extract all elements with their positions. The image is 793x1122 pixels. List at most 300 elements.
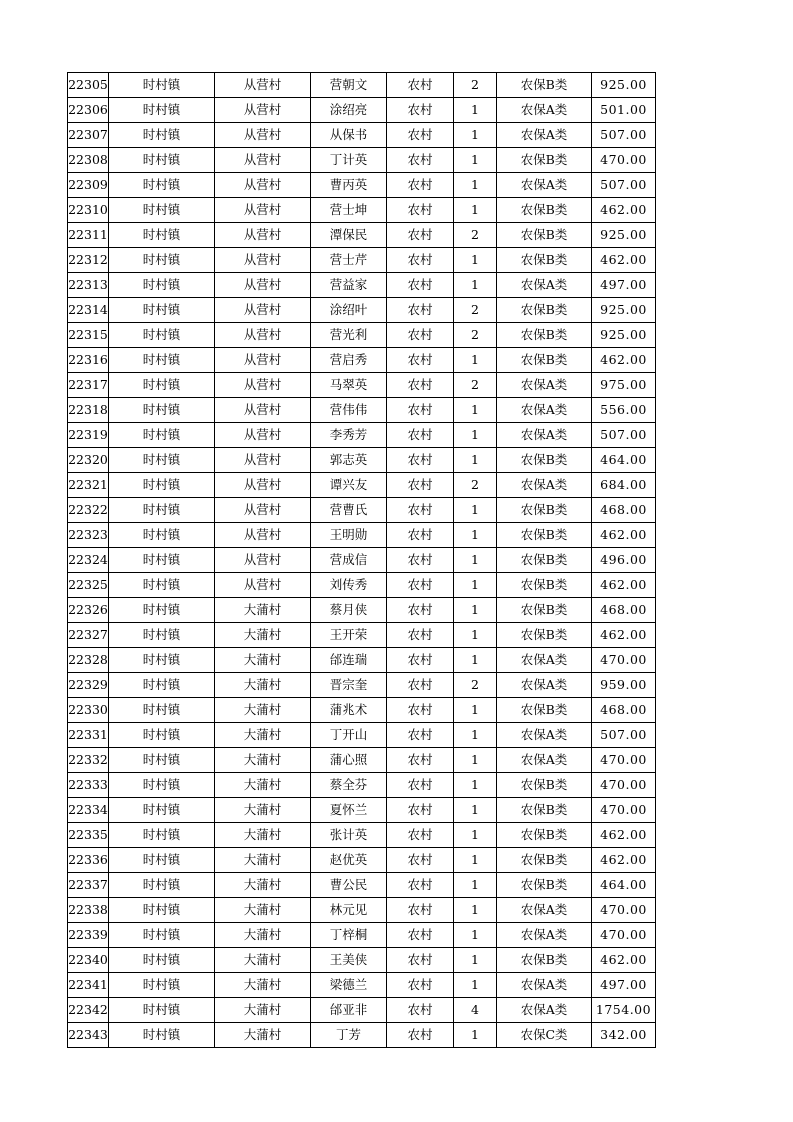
table-row: [68, 273, 656, 298]
cell-village: 从营村: [215, 248, 311, 273]
cell-type: 农村: [387, 848, 454, 873]
cell-id: 22323: [68, 523, 109, 548]
cell-name: 营士芹: [311, 248, 387, 273]
cell-category: 农保A类: [497, 898, 592, 923]
cell-town: 时村镇: [109, 773, 215, 798]
cell-town: 时村镇: [109, 198, 215, 223]
cell-id: 22335: [68, 823, 109, 848]
cell-id: 22311: [68, 223, 109, 248]
cell-village: 从营村: [215, 198, 311, 223]
cell-amount: 497.00: [592, 273, 656, 298]
cell-town: 时村镇: [109, 123, 215, 148]
cell-type: 农村: [387, 373, 454, 398]
cell-id: 22316: [68, 348, 109, 373]
cell-amount: 462.00: [592, 823, 656, 848]
cell-village: 大蒲村: [215, 723, 311, 748]
cell-id: 22325: [68, 573, 109, 598]
cell-category: 农保B类: [497, 573, 592, 598]
cell-category: 农保B类: [497, 698, 592, 723]
cell-amount: 470.00: [592, 148, 656, 173]
cell-category: 农保A类: [497, 423, 592, 448]
cell-amount: 925.00: [592, 73, 656, 98]
cell-town: 时村镇: [109, 973, 215, 998]
cell-name: 营伟伟: [311, 398, 387, 423]
cell-amount: 507.00: [592, 123, 656, 148]
table-row: [68, 973, 656, 998]
cell-type: 农村: [387, 923, 454, 948]
cell-category: 农保B类: [497, 773, 592, 798]
cell-village: 从营村: [215, 573, 311, 598]
cell-name: 丁芳: [311, 1023, 387, 1048]
cell-town: 时村镇: [109, 723, 215, 748]
cell-amount: 468.00: [592, 498, 656, 523]
cell-amount: 556.00: [592, 398, 656, 423]
cell-village: 大蒲村: [215, 748, 311, 773]
cell-town: 时村镇: [109, 998, 215, 1023]
cell-id: 22318: [68, 398, 109, 423]
cell-amount: 462.00: [592, 948, 656, 973]
cell-count: 1: [454, 248, 497, 273]
cell-village: 从营村: [215, 348, 311, 373]
cell-type: 农村: [387, 598, 454, 623]
cell-village: 从营村: [215, 498, 311, 523]
cell-id: 22313: [68, 273, 109, 298]
cell-category: 农保B类: [497, 348, 592, 373]
cell-town: 时村镇: [109, 623, 215, 648]
cell-village: 从营村: [215, 448, 311, 473]
cell-category: 农保A类: [497, 123, 592, 148]
cell-category: 农保C类: [497, 1023, 592, 1048]
cell-id: 22317: [68, 373, 109, 398]
cell-town: 时村镇: [109, 373, 215, 398]
cell-category: 农保B类: [497, 248, 592, 273]
cell-type: 农村: [387, 148, 454, 173]
cell-category: 农保B类: [497, 948, 592, 973]
cell-category: 农保A类: [497, 648, 592, 673]
cell-amount: 684.00: [592, 473, 656, 498]
cell-amount: 496.00: [592, 548, 656, 573]
cell-count: 2: [454, 473, 497, 498]
cell-amount: 507.00: [592, 723, 656, 748]
cell-village: 从营村: [215, 223, 311, 248]
cell-id: 22330: [68, 698, 109, 723]
cell-type: 农村: [387, 873, 454, 898]
cell-id: 22332: [68, 748, 109, 773]
cell-type: 农村: [387, 698, 454, 723]
table-row: [68, 898, 656, 923]
cell-id: 22339: [68, 923, 109, 948]
cell-village: 从营村: [215, 273, 311, 298]
cell-town: 时村镇: [109, 248, 215, 273]
cell-amount: 468.00: [592, 598, 656, 623]
cell-id: 22315: [68, 323, 109, 348]
cell-type: 农村: [387, 323, 454, 348]
cell-type: 农村: [387, 448, 454, 473]
cell-count: 1: [454, 348, 497, 373]
cell-count: 1: [454, 98, 497, 123]
cell-category: 农保B类: [497, 623, 592, 648]
cell-name: 潭保民: [311, 223, 387, 248]
cell-village: 大蒲村: [215, 898, 311, 923]
cell-count: 1: [454, 123, 497, 148]
cell-amount: 1754.00: [592, 998, 656, 1023]
cell-town: 时村镇: [109, 173, 215, 198]
cell-name: 涂绍亮: [311, 98, 387, 123]
cell-amount: 507.00: [592, 423, 656, 448]
cell-count: 1: [454, 273, 497, 298]
cell-type: 农村: [387, 423, 454, 448]
cell-id: 22342: [68, 998, 109, 1023]
table-row: [68, 323, 656, 348]
cell-amount: 470.00: [592, 648, 656, 673]
cell-count: 1: [454, 448, 497, 473]
cell-name: 梁德兰: [311, 973, 387, 998]
cell-village: 从营村: [215, 73, 311, 98]
cell-town: 时村镇: [109, 298, 215, 323]
table-row: [68, 198, 656, 223]
cell-id: 22334: [68, 798, 109, 823]
cell-count: 1: [454, 848, 497, 873]
table-row: [68, 498, 656, 523]
table-row: [68, 773, 656, 798]
cell-amount: 470.00: [592, 798, 656, 823]
cell-name: 蒲心照: [311, 748, 387, 773]
cell-count: 1: [454, 798, 497, 823]
cell-type: 农村: [387, 973, 454, 998]
cell-id: 22333: [68, 773, 109, 798]
cell-name: 王美侠: [311, 948, 387, 973]
cell-category: 农保A类: [497, 723, 592, 748]
cell-village: 大蒲村: [215, 1023, 311, 1048]
cell-count: 1: [454, 573, 497, 598]
cell-type: 农村: [387, 348, 454, 373]
cell-name: 蔡全芬: [311, 773, 387, 798]
cell-type: 农村: [387, 298, 454, 323]
cell-name: 晋宗奎: [311, 673, 387, 698]
table-row: [68, 1023, 656, 1048]
table-row: [68, 423, 656, 448]
cell-town: 时村镇: [109, 473, 215, 498]
cell-id: 22321: [68, 473, 109, 498]
table-row: [68, 148, 656, 173]
cell-category: 农保A类: [497, 973, 592, 998]
cell-town: 时村镇: [109, 698, 215, 723]
cell-name: 夏怀兰: [311, 798, 387, 823]
cell-type: 农村: [387, 98, 454, 123]
cell-name: 曹公民: [311, 873, 387, 898]
cell-town: 时村镇: [109, 398, 215, 423]
cell-type: 农村: [387, 173, 454, 198]
cell-village: 从营村: [215, 323, 311, 348]
cell-village: 大蒲村: [215, 773, 311, 798]
cell-name: 曹丙英: [311, 173, 387, 198]
cell-name: 赵优英: [311, 848, 387, 873]
table-row: [68, 73, 656, 98]
cell-town: 时村镇: [109, 798, 215, 823]
cell-category: 农保B类: [497, 848, 592, 873]
cell-count: 1: [454, 748, 497, 773]
table-row: [68, 373, 656, 398]
cell-town: 时村镇: [109, 348, 215, 373]
cell-count: 2: [454, 323, 497, 348]
cell-count: 2: [454, 223, 497, 248]
cell-category: 农保B类: [497, 198, 592, 223]
cell-amount: 464.00: [592, 873, 656, 898]
cell-amount: 470.00: [592, 898, 656, 923]
table-row: [68, 698, 656, 723]
cell-category: 农保B类: [497, 448, 592, 473]
cell-town: 时村镇: [109, 423, 215, 448]
cell-type: 农村: [387, 223, 454, 248]
cell-village: 从营村: [215, 373, 311, 398]
cell-amount: 342.00: [592, 1023, 656, 1048]
table-row: [68, 548, 656, 573]
cell-village: 大蒲村: [215, 623, 311, 648]
cell-category: 农保A类: [497, 398, 592, 423]
cell-village: 大蒲村: [215, 698, 311, 723]
cell-name: 邰连瑞: [311, 648, 387, 673]
cell-count: 1: [454, 1023, 497, 1048]
cell-town: 时村镇: [109, 98, 215, 123]
cell-village: 大蒲村: [215, 923, 311, 948]
cell-town: 时村镇: [109, 823, 215, 848]
cell-name: 蔡月侠: [311, 598, 387, 623]
cell-count: 1: [454, 598, 497, 623]
cell-village: 大蒲村: [215, 823, 311, 848]
cell-village: 从营村: [215, 548, 311, 573]
cell-type: 农村: [387, 773, 454, 798]
cell-category: 农保B类: [497, 323, 592, 348]
cell-count: 1: [454, 773, 497, 798]
cell-category: 农保B类: [497, 298, 592, 323]
cell-name: 张计英: [311, 823, 387, 848]
cell-category: 农保A类: [497, 273, 592, 298]
cell-village: 大蒲村: [215, 798, 311, 823]
table-row: [68, 998, 656, 1023]
cell-type: 农村: [387, 73, 454, 98]
cell-category: 农保A类: [497, 473, 592, 498]
table-row: [68, 798, 656, 823]
cell-type: 农村: [387, 573, 454, 598]
table-row: [68, 448, 656, 473]
cell-id: 22310: [68, 198, 109, 223]
cell-id: 22326: [68, 598, 109, 623]
cell-name: 涂绍叶: [311, 298, 387, 323]
table-row: [68, 598, 656, 623]
cell-count: 1: [454, 948, 497, 973]
cell-type: 农村: [387, 898, 454, 923]
cell-village: 从营村: [215, 523, 311, 548]
cell-category: 农保B类: [497, 548, 592, 573]
cell-town: 时村镇: [109, 873, 215, 898]
cell-count: 1: [454, 698, 497, 723]
records-table: [67, 72, 656, 1048]
cell-amount: 501.00: [592, 98, 656, 123]
cell-id: 22308: [68, 148, 109, 173]
cell-amount: 470.00: [592, 748, 656, 773]
cell-id: 22336: [68, 848, 109, 873]
cell-village: 从营村: [215, 298, 311, 323]
cell-id: 22312: [68, 248, 109, 273]
cell-village: 从营村: [215, 423, 311, 448]
cell-amount: 925.00: [592, 323, 656, 348]
cell-type: 农村: [387, 673, 454, 698]
cell-id: 22338: [68, 898, 109, 923]
table-row: [68, 948, 656, 973]
cell-count: 2: [454, 298, 497, 323]
cell-name: 丁开山: [311, 723, 387, 748]
table-row: [68, 848, 656, 873]
cell-count: 2: [454, 373, 497, 398]
table-row: [68, 348, 656, 373]
cell-category: 农保B类: [497, 798, 592, 823]
cell-id: 22307: [68, 123, 109, 148]
cell-amount: 462.00: [592, 348, 656, 373]
table-row: [68, 98, 656, 123]
cell-village: 从营村: [215, 173, 311, 198]
cell-village: 从营村: [215, 398, 311, 423]
cell-town: 时村镇: [109, 648, 215, 673]
table-row: [68, 398, 656, 423]
cell-name: 王明勋: [311, 523, 387, 548]
cell-count: 1: [454, 923, 497, 948]
cell-id: 22331: [68, 723, 109, 748]
cell-count: 1: [454, 198, 497, 223]
cell-name: 林元见: [311, 898, 387, 923]
cell-village: 大蒲村: [215, 873, 311, 898]
cell-id: 22305: [68, 73, 109, 98]
cell-amount: 462.00: [592, 198, 656, 223]
cell-id: 22324: [68, 548, 109, 573]
cell-type: 农村: [387, 948, 454, 973]
cell-name: 蒲兆术: [311, 698, 387, 723]
cell-category: 农保A类: [497, 923, 592, 948]
cell-name: 郭志英: [311, 448, 387, 473]
cell-name: 营光利: [311, 323, 387, 348]
cell-category: 农保B类: [497, 73, 592, 98]
cell-village: 大蒲村: [215, 973, 311, 998]
cell-count: 1: [454, 423, 497, 448]
cell-town: 时村镇: [109, 748, 215, 773]
cell-amount: 470.00: [592, 773, 656, 798]
cell-category: 农保A类: [497, 748, 592, 773]
cell-type: 农村: [387, 648, 454, 673]
cell-category: 农保B类: [497, 223, 592, 248]
table-body: [68, 73, 656, 1048]
cell-id: 22309: [68, 173, 109, 198]
cell-town: 时村镇: [109, 948, 215, 973]
cell-town: 时村镇: [109, 923, 215, 948]
cell-count: 1: [454, 148, 497, 173]
cell-town: 时村镇: [109, 323, 215, 348]
cell-id: 22328: [68, 648, 109, 673]
cell-village: 大蒲村: [215, 598, 311, 623]
cell-town: 时村镇: [109, 573, 215, 598]
cell-count: 1: [454, 873, 497, 898]
table-row: [68, 298, 656, 323]
cell-amount: 975.00: [592, 373, 656, 398]
cell-count: 1: [454, 823, 497, 848]
cell-amount: 462.00: [592, 623, 656, 648]
table-row: [68, 248, 656, 273]
cell-type: 农村: [387, 623, 454, 648]
table-row: [68, 173, 656, 198]
cell-id: 22322: [68, 498, 109, 523]
cell-type: 农村: [387, 498, 454, 523]
cell-id: 22341: [68, 973, 109, 998]
cell-town: 时村镇: [109, 148, 215, 173]
cell-name: 刘传秀: [311, 573, 387, 598]
cell-type: 农村: [387, 748, 454, 773]
table-row: [68, 648, 656, 673]
cell-category: 农保B类: [497, 523, 592, 548]
table-row: [68, 523, 656, 548]
cell-town: 时村镇: [109, 223, 215, 248]
cell-town: 时村镇: [109, 1023, 215, 1048]
cell-id: 22340: [68, 948, 109, 973]
cell-category: 农保B类: [497, 498, 592, 523]
cell-amount: 497.00: [592, 973, 656, 998]
cell-type: 农村: [387, 473, 454, 498]
cell-id: 22314: [68, 298, 109, 323]
cell-count: 1: [454, 523, 497, 548]
cell-type: 农村: [387, 398, 454, 423]
cell-name: 丁梓桐: [311, 923, 387, 948]
cell-type: 农村: [387, 798, 454, 823]
cell-id: 22343: [68, 1023, 109, 1048]
cell-name: 营成信: [311, 548, 387, 573]
table-row: [68, 223, 656, 248]
cell-name: 营曹氏: [311, 498, 387, 523]
cell-town: 时村镇: [109, 448, 215, 473]
cell-village: 大蒲村: [215, 848, 311, 873]
cell-category: 农保A类: [497, 373, 592, 398]
cell-name: 营士坤: [311, 198, 387, 223]
table-row: [68, 923, 656, 948]
cell-count: 4: [454, 998, 497, 1023]
cell-amount: 462.00: [592, 573, 656, 598]
cell-name: 丁计英: [311, 148, 387, 173]
cell-town: 时村镇: [109, 898, 215, 923]
cell-village: 从营村: [215, 473, 311, 498]
cell-count: 1: [454, 498, 497, 523]
cell-category: 农保A类: [497, 673, 592, 698]
cell-amount: 468.00: [592, 698, 656, 723]
cell-village: 大蒲村: [215, 998, 311, 1023]
cell-type: 农村: [387, 523, 454, 548]
cell-count: 1: [454, 398, 497, 423]
cell-id: 22320: [68, 448, 109, 473]
cell-town: 时村镇: [109, 548, 215, 573]
cell-id: 22329: [68, 673, 109, 698]
cell-type: 农村: [387, 1023, 454, 1048]
cell-town: 时村镇: [109, 498, 215, 523]
cell-category: 农保B类: [497, 873, 592, 898]
cell-town: 时村镇: [109, 673, 215, 698]
cell-name: 王开荣: [311, 623, 387, 648]
cell-amount: 462.00: [592, 523, 656, 548]
table-row: [68, 573, 656, 598]
cell-category: 农保A类: [497, 173, 592, 198]
table-row: [68, 473, 656, 498]
cell-name: 从保书: [311, 123, 387, 148]
cell-amount: 507.00: [592, 173, 656, 198]
table-row: [68, 823, 656, 848]
table-row: [68, 673, 656, 698]
cell-name: 李秀芳: [311, 423, 387, 448]
table-row: [68, 748, 656, 773]
cell-amount: 925.00: [592, 298, 656, 323]
